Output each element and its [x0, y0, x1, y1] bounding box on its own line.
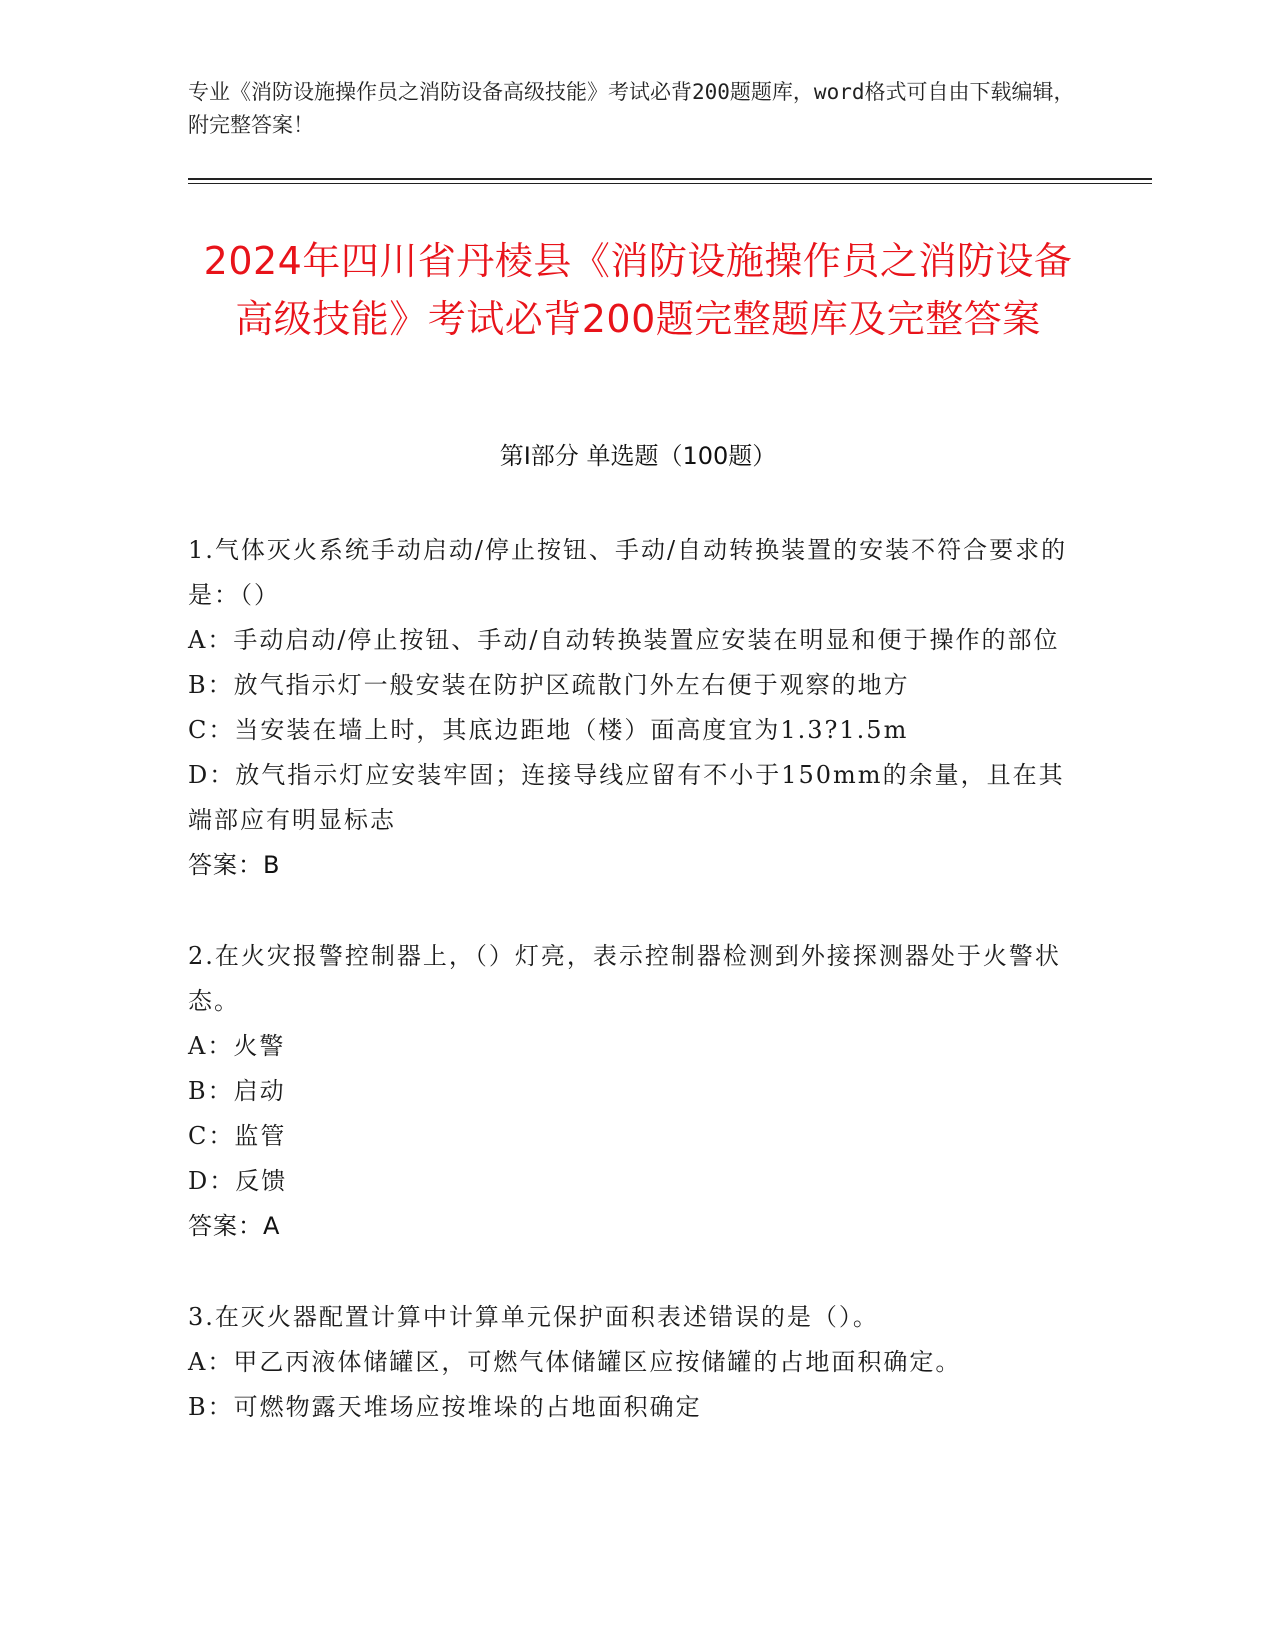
option-a: A：手动启动/停止按钮、手动/自动转换装置应安装在明显和便于操作的部位	[188, 626, 1060, 654]
option-b: B：放气指示灯一般安装在防护区疏散门外左右便于观察的地方	[188, 671, 910, 699]
option-a: A：火警	[188, 1032, 286, 1060]
option-c: C：监管	[188, 1122, 287, 1150]
answer-text: 答案：B	[188, 851, 281, 879]
option-b: B：可燃物露天堆场应按堆垛的占地面积确定	[188, 1393, 702, 1421]
question-3	[188, 1295, 1088, 1430]
answer-text: 答案：A	[188, 1212, 281, 1240]
question-list	[188, 528, 1088, 1476]
header-note: 专业《消防设施操作员之消防设备高级技能》考试必背200题题库，word格式可自由下载编辑，附完整答案！	[188, 80, 1075, 137]
section-heading: 第I部分 单选题（100题）	[499, 442, 777, 470]
question-stem: 3.在灭火器配置计算中计算单元保护面积表述错误的是（）。	[188, 1303, 879, 1331]
option-c: C：当安装在墙上时，其底边距地（楼）面高度宜为1.3?1.5m	[188, 716, 909, 744]
question-1	[188, 528, 1088, 888]
document-title: 2024年四川省丹棱县《消防设施操作员之消防设备高级技能》考试必背200题完整题库及完整答案	[203, 239, 1073, 341]
question-2	[188, 934, 1088, 1249]
question-stem: 1.气体灭火系统手动启动/停止按钮、手动/自动转换装置的安装不符合要求的是：（）	[188, 536, 1068, 609]
option-a: A：甲乙丙液体储罐区，可燃气体储罐区应按储罐的占地面积确定。	[188, 1348, 962, 1376]
option-b: B：启动	[188, 1077, 286, 1105]
option-d: D：放气指示灯应安装牢固；连接导线应留有不小于150mm的余量，且在其端部应有明显标志	[188, 761, 1065, 834]
question-stem: 2.在火灾报警控制器上，（）灯亮，表示控制器检测到外接探测器处于火警状态。	[188, 942, 1061, 1015]
header-divider-thick	[188, 178, 1152, 180]
option-d: D：反馈	[188, 1167, 288, 1195]
header-divider-thin	[188, 183, 1152, 184]
